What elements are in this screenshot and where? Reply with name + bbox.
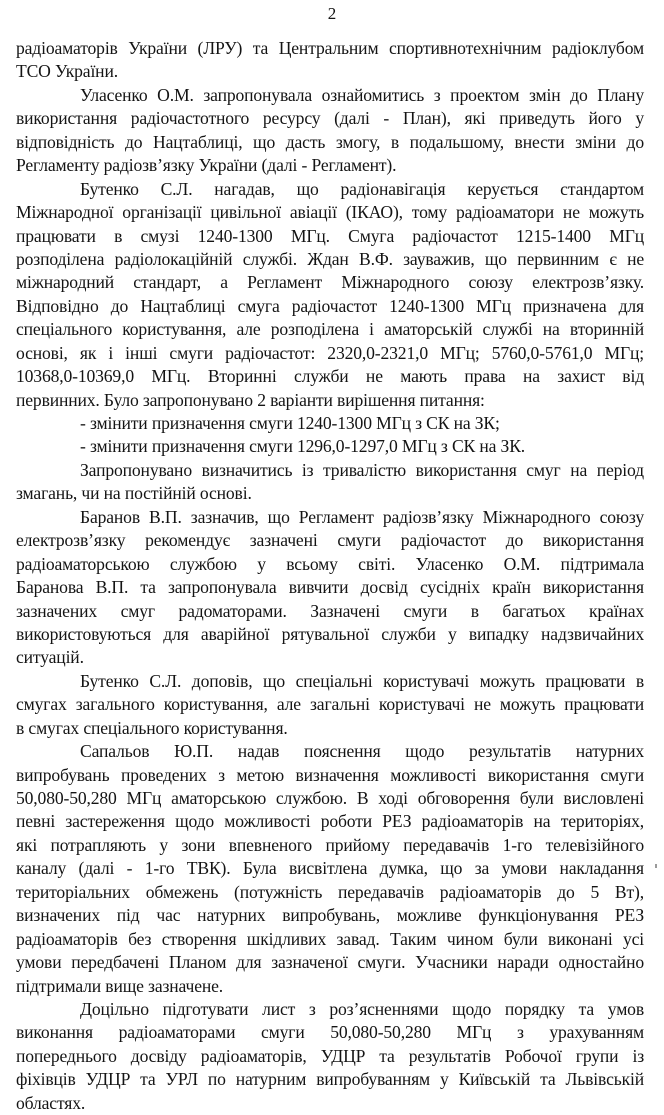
- text-line: фіхівців УДЦР та УРЛ по натурним випробуванням у Київській та Львівській: [16, 1069, 644, 1090]
- text-line: Баранов В.П. зазначив, що Регламент радіозв’язку Міжнародного союзу: [80, 506, 644, 527]
- text-line: Регламенту радіозв’язку України (далі - Регламент).: [16, 155, 397, 176]
- scan-artifact: [655, 864, 657, 868]
- text-line: в смугах спеціального користування.: [16, 717, 288, 738]
- text-line: зазначених смуг радоматорами. Зазначені смуги в багатьох країнах: [16, 600, 644, 621]
- text-line: радіоаматорською службою у всьому світі. Уласенко О.М. підтримала: [16, 553, 644, 574]
- text-line: первинних. Було запропонувано 2 варіанти вирішення питання:: [16, 389, 485, 410]
- text-line: ситуацій.: [16, 647, 84, 668]
- text-line: Міжнародної організації цивільної авіації (ІКАО), тому радіоаматори не можуть: [16, 202, 644, 223]
- text-line: певні застереження щодо можливості роботи РЕЗ радіоаматорів на територіях,: [16, 811, 644, 832]
- paragraph: [16, 459, 644, 506]
- text-line: каналу (далі - 1-го ТВК). Була висвітлена думка, що за умови накладання: [16, 858, 644, 879]
- text-line: використовуються для аварійної рятувальної служби у випадку надзвичайних: [16, 623, 644, 644]
- text-line: Запропонувано визначитись із тривалістю використання смуг на період: [80, 459, 644, 480]
- text-line: Бутенко С.Л. нагадав, що радіонавігація керується стандартом: [80, 178, 644, 199]
- text-line: Уласенко О.М. запропонувала ознайомитись з проектом змін до Плану: [80, 84, 644, 105]
- text-line: відповідність до Нацтаблиці, що дасть змогу, в подальшому, внести зміни до: [16, 131, 644, 152]
- text-line: Баранова В.П. та запропонувала вивчити досвід сусідніх країн використання: [16, 577, 644, 598]
- paragraph: [16, 506, 644, 670]
- text-line: Доцільно підготувати лист з роз’ясненнями щодо порядку та умов: [80, 998, 644, 1019]
- text-line: смугах загального користування, але загальні користувачі не можуть працювати: [16, 694, 644, 715]
- paragraph: [16, 178, 644, 412]
- paragraph: [16, 84, 644, 178]
- text-line: спеціального користування, але розподілена і аматорській службі на вторинній: [16, 319, 644, 340]
- paragraph: [16, 37, 644, 84]
- text-line: які потрапляють у зони впевненого прийому передавачів 1-го телевізійного: [16, 834, 644, 855]
- text-line: Відповідно до Нацтаблиці смуга радіочастот 1240-1300 МГц призначена для: [16, 295, 644, 316]
- text-line: змагань, чи на постійній основі.: [16, 483, 252, 504]
- text-line: розподілена радіолокаційній службі. Ждан В.Ф. зауважив, що первинним є не: [16, 248, 644, 269]
- text-line: попереднього досвіду радіоаматорів, УДЦР та результатів Робочої групи із: [16, 1045, 644, 1066]
- text-line: підтримали вище зазначене.: [16, 975, 224, 996]
- text-line: основі, як і інші смуги радіочастот: 2320,0-2321,0 МГц; 5760,0-5761,0 МГц;: [16, 342, 644, 363]
- text-line: випробувань проведених з метою визначення можливості використання смуги: [16, 764, 644, 785]
- text-line: умови передбачені Планом для зазначеної смуги. Учасники наради одностайно: [16, 952, 644, 973]
- paragraph: [16, 670, 644, 740]
- paragraph: [16, 998, 644, 1115]
- page-number: 2: [327, 4, 337, 23]
- text-line: Бутенко С.Л. доповів, що спеціальні користувачі можуть працювати в: [80, 670, 644, 691]
- text-line: електрозв’язку рекомендує зазначені смуги радіочастот до використання: [16, 530, 644, 551]
- text-line: ТСО України.: [16, 61, 118, 82]
- text-line: визначених під час натурних випробувань, можливе функціонування РЕЗ: [16, 905, 644, 926]
- text-line: використання радіочастотного ресурсу (далі - План), які приведуть його у: [16, 108, 644, 129]
- paragraph: [16, 740, 644, 998]
- text-line: радіоаматорів без створення шкідливих завад. Таким чином були виконані усі: [16, 928, 644, 949]
- text-line: виконання радіоаматорами смуги 50,080-50,280 МГц з урахуванням: [16, 1022, 644, 1043]
- document-body: [16, 37, 644, 1115]
- text-line: Сапальов Ю.П. надав пояснення щодо результатів натурних: [80, 741, 644, 762]
- list: [16, 412, 644, 459]
- text-line: територіальних обмежень (потужність передавачів радіоаматорів до 5 Вт),: [16, 881, 644, 902]
- text-line: міжнародний стандарт, а Регламент Міжнародного союзу електрозв’язку.: [16, 272, 644, 293]
- text-line: 10368,0-10369,0 МГц. Вторинні служби не мають права на захист від: [16, 366, 644, 387]
- list-item: - змінити призначення смуги 1240-1300 МГц з СК на ЗК;: [80, 413, 500, 433]
- text-line: працювати в смузі 1240-1300 МГц. Смуга радіочастот 1215-1400 МГц: [16, 225, 644, 246]
- text-line: областях.: [16, 1092, 86, 1113]
- list-item: - змінити призначення смуги 1296,0-1297,0 МГц з СК на ЗК.: [80, 436, 526, 457]
- text-line: радіоаматорів України (ЛРУ) та Центральним спортивнотехнічним радіоклубом: [16, 38, 644, 58]
- text-line: 50,080-50,280 МГц аматорською службою. В ході обговорення були висловлені: [16, 788, 644, 808]
